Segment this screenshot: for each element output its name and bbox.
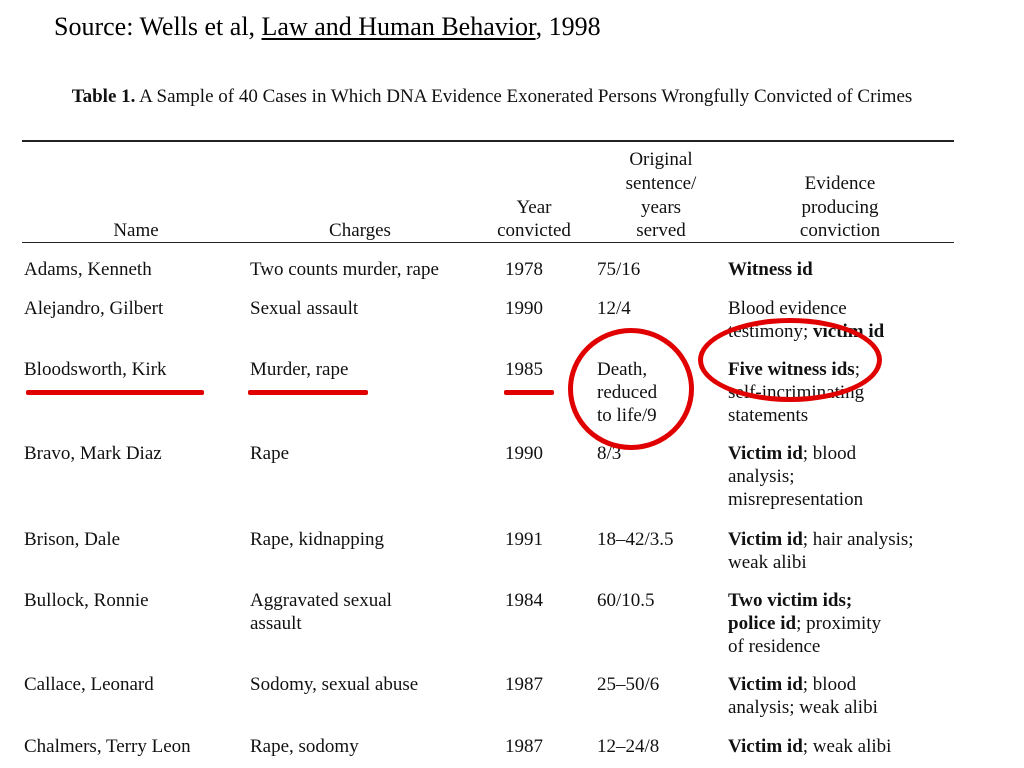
table-header-rule [22, 242, 954, 243]
row-evidence [728, 528, 914, 551]
source-journal: Law and Human Behavior [261, 12, 536, 41]
row-sentence: 75/16 [597, 259, 641, 280]
header-name: Name [113, 220, 159, 241]
evidence-text: testimony; [728, 321, 813, 342]
underline-year-annotation [504, 390, 554, 395]
evidence-text: ; hair analysis; [802, 529, 914, 550]
row-year: 1984 [505, 590, 543, 611]
evidence-text: analysis; weak alibi [728, 697, 878, 718]
header-evidence-line-2: producing [801, 197, 879, 218]
row-sentence: 25–50/6 [597, 674, 660, 695]
row-name: Bravo, Mark Diaz [24, 443, 162, 464]
header-sentence-line-4: served [636, 220, 686, 241]
row-sentence: 60/10.5 [597, 590, 655, 611]
evidence-bold-text: Victim id [728, 529, 803, 550]
row-charges: Murder, rape [250, 359, 349, 380]
table-top-rule [22, 140, 954, 142]
header-sentence-line-1: Original [629, 149, 693, 170]
evidence-text: self-incriminating [728, 382, 865, 403]
circle-evidence-annotation [698, 318, 885, 402]
table-caption [32, 86, 952, 108]
row-name: Brison, Dale [24, 529, 121, 550]
row-name: Bloodsworth, Kirk [24, 359, 167, 380]
row-year: 1978 [505, 259, 543, 280]
underline-charges-annotation [248, 390, 368, 395]
evidence-text: analysis; [728, 466, 795, 487]
row-year: 1991 [505, 529, 543, 550]
row-charges: Two counts murder, rape [250, 259, 439, 280]
header-charges: Charges [329, 220, 391, 241]
header-evidence-line-3: conviction [799, 220, 881, 241]
row-name: Chalmers, Terry Leon [24, 736, 191, 757]
evidence-text: ; blood [802, 674, 857, 695]
row-sentence: 12–24/8 [597, 736, 660, 757]
header-sentence-line-3: years [640, 197, 682, 218]
evidence-text: ; [854, 359, 860, 380]
row-evidence [728, 735, 891, 758]
evidence-text: of residence [728, 636, 821, 657]
row-charges: Rape [250, 443, 290, 464]
row-year: 1987 [505, 674, 543, 695]
evidence-bold-text: victim id [812, 321, 885, 342]
evidence-text: misrepresentation [728, 489, 864, 510]
evidence-bold-text: Victim id [728, 674, 803, 695]
row-evidence [728, 442, 856, 465]
row-name: Alejandro, Gilbert [24, 298, 164, 319]
row-evidence [728, 635, 820, 658]
row-charges: Sodomy, sexual abuse [250, 674, 419, 695]
evidence-text: ; weak alibi [802, 736, 892, 757]
row-charges: Rape, kidnapping [250, 529, 385, 550]
row-evidence [728, 612, 881, 635]
row-evidence [728, 488, 863, 511]
row-evidence [728, 258, 813, 281]
evidence-bold-text: Two victim ids; [728, 590, 853, 611]
row-year: 1987 [505, 736, 543, 757]
header-year-line-2: convicted [497, 220, 571, 241]
source-suffix: , 1998 [535, 12, 601, 41]
evidence-bold-text: police id [728, 613, 797, 634]
row-evidence [728, 297, 847, 320]
evidence-text: statements [728, 405, 809, 426]
row-sentence: 12/4 [597, 298, 631, 319]
circle-sentence-annotation [568, 328, 694, 450]
row-year: 1990 [505, 443, 543, 464]
row-charges: Sexual assault [250, 298, 359, 319]
header-evidence-line-1: Evidence [804, 173, 876, 194]
row-year: 1985 [505, 359, 543, 380]
row-sentence: to life/9 [597, 405, 657, 426]
evidence-text: ; proximity [796, 613, 882, 634]
row-charges: assault [250, 613, 302, 634]
underline-name-annotation [26, 390, 204, 395]
table-caption-lead: Table 1. [71, 86, 136, 107]
row-evidence [728, 404, 808, 427]
evidence-text: weak alibi [728, 552, 807, 573]
row-evidence [728, 551, 807, 574]
source-prefix: Source: Wells et al, [54, 12, 262, 41]
row-evidence [728, 673, 856, 696]
row-sentence: 18–42/3.5 [597, 529, 674, 550]
header-sentence-line-2: sentence/ [625, 173, 697, 194]
evidence-text: Blood evidence [728, 298, 847, 319]
row-evidence [728, 589, 852, 612]
row-name: Bullock, Ronnie [24, 590, 149, 611]
row-sentence: reduced [597, 382, 658, 403]
table-caption-text: A Sample of 40 Cases in Which DNA Evidence Exonerated Persons Wrongfully Convicted of Crimes [135, 86, 913, 107]
evidence-bold-text: Five witness ids [728, 359, 855, 380]
row-name: Adams, Kenneth [24, 259, 152, 280]
row-year: 1990 [505, 298, 543, 319]
evidence-bold-text: Witness id [728, 259, 813, 280]
row-sentence: Death, [597, 359, 648, 380]
row-evidence [728, 696, 878, 719]
row-charges: Aggravated sexual [250, 590, 392, 611]
header-year-line-1: Year [516, 197, 552, 218]
evidence-bold-text: Victim id [728, 443, 803, 464]
source-citation [54, 10, 601, 44]
row-evidence [728, 465, 795, 488]
evidence-text: ; blood [802, 443, 857, 464]
row-charges: Rape, sodomy [250, 736, 359, 757]
row-sentence: 8/3 [597, 443, 622, 464]
row-name: Callace, Leonard [24, 674, 154, 695]
evidence-bold-text: Victim id [728, 736, 803, 757]
